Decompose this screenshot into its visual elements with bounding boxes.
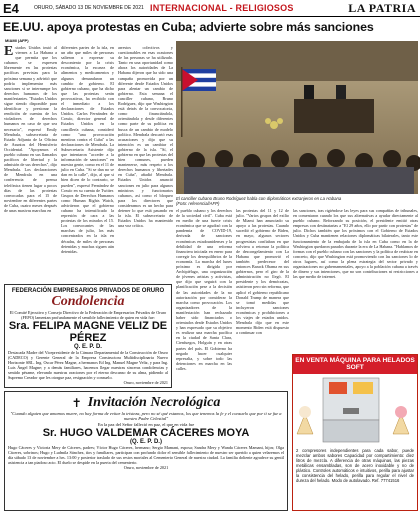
issue-date: ORURO, SÁBADO 13 DE NOVIEMBRE DE 2021 xyxy=(34,5,144,11)
dropcap: E xyxy=(4,44,14,59)
fed-org-name: FEDERACIÓN EMPRESARIOS PRIVADOS DE ORURO xyxy=(11,288,165,294)
photo-credit: (Foto: referencial/AFP) xyxy=(176,201,220,206)
qepd-label: Q. E. P. D. xyxy=(74,344,102,350)
article-column-5: las protestas del 11 y 12 de julio. "Varios grupos del exilio de Miami han anunciado su apoyo a las protestas. Cuando sucedió el gobierno de Biden, en mayo, algunos sectores progresistas confiaban en que volviera a retomar la política de descongelamiento con La Habana que promovió el también predecesor del entonces Barack Obama en sus gobiernos, pero el giro de la administración no llegó. El presidente y los demócratas, asistieron pero sin reforma, que aplicó el gobierno republicano Donald Trump de manera que se tomó medidas que incluyeron sanciones económicas y prohibiciones a los viajes de estados unidos. Mendrala dijo que en este momento Biden está dispuesto a continuar con xyxy=(236,208,289,336)
condolence-intro: El Comité Ejecutivo y Consejo Directivo de la Federación de Empresarios Privados de Oruro (FEPO) lamentan profundamente el sensible fallecimiento de quien en vida fue: xyxy=(9,310,167,320)
invitation-sub: En la paz del Señor falleció en paz, el que en vida fue xyxy=(97,421,195,427)
page-number: E4 xyxy=(3,1,19,16)
photo-caption: El canciller cubano Bruno Rodríguez habla con diplomáticos extranjeros en La Habana (Foto: referencial/AFP) xyxy=(176,196,342,206)
conference-scene-image xyxy=(176,41,418,194)
article-byline: MIAMI (AFP) xyxy=(5,38,29,43)
deceased-name: Sra. FELIPA MAGNE VELIZ DE PÉREZ xyxy=(8,320,168,344)
news-photo xyxy=(176,41,418,194)
article-column-4: el pueblo cubano y los derechos de la sociedad civil". Cuba está en medio de una fuerte crisis económica que se agudizó con la pandemia de COVID-19, derivada de sanciones económicas estadounidenses y la debilidad de una reforma financiera iniciada en enero para corregir los desequilibrios de la economía. La marcha del lunes próximo es dirigida por Archipiélago, una organización de jóvenes artistas y activistas, que dijo que seguirá con la planificación pese a la decisión de las autoridades de la no autorización por considerar la marcha como provocación. Los organizadores de la manifestación han rechazado haber sido financiados o orientados desde Estados Unidos y han expresado que su objetivo es realizar una marcha pacífica en la ciudad de Santa Clara, Cienfuegos, Holguín y en otras partes del país. El Gobierno ha negado hacer cualquier represalia, y sobre todo las detenciones en marcha en las calles. xyxy=(176,208,232,371)
section-title: INTERNACIONAL - RELIGIOSOS xyxy=(150,3,294,13)
cross-icon: ✝ xyxy=(71,396,82,410)
sale-heading: EN VENTA MÁQUINA PARA HELADOS SOFT xyxy=(293,355,417,374)
condolence-body: Destacada Madre del Vicepresidente de la Cámara Departamental de la Construcción de Oruro (CADECO) y Gerente General de la Empresa Constructora Multidisciplinaria Nuevo Horizonte SRL. Ing. Oscar Pérez Magne, a hermanos Ed Ing. Manuel Magne Veliz, y para Ing. Luis Ángel Magne; y a demás familiares, hacemos llegar nuestras sinceras condolencias y sentido pésame, elevando nuestras oraciones por el eterno descanso de su alma, pidiendo al Supremo Creador que les otorgue paz, resignación y consuelo. xyxy=(8,350,168,380)
condolence-ad xyxy=(4,284,172,388)
invitation-quote: "Cuando alguien que amamos muere, no hay forma de evitar la tristeza, pero no sé qué estamos, los que tenemos la fe y el consuelo que por ti se fue a nuestro Padre Celestial" xyxy=(10,411,282,422)
obituary-body: Hugo Cáceres y Victoria Mery de Cáceres, padres; Víctor Hugo Cáceres, hermano; Sergio Mamani, esposa; Sandra Mery y Wanda Cáceres Mamani, hijos; Olga Cáceres, sobrinos; Hugo y Ludmila Sánchez, tíos y familiares, participan con profundo dolor el sensible fallecimiento de nuestro ser querido a quien velaremos el día sábado 13 de noviembre a hrs. 13:00 y posterior traslado de sus restos mortales al Cementerio General de nuestra ciudad. La familia doliente agradece su gentil asistencia a tan piadoso acto. El duelo se despide en la puerta del cementerio. xyxy=(8,445,284,466)
article-column-6: las sanciones, tras rigiéndose las leyes para sus compañías de tribunales, en comentaron cuando los que sus alternativas a ayudar directamente al pueblo cubano. Reforzando su posición, el presidente emitió otras empresas con destinatarias a "El 29 años, ello por partir con protestas" de julio. Dichos también que los próximos con el Gobierno de Estados Unidos y Cuba mantienen relaciones diplomáticas bilaterales, tanto este funcionamiento de la embajada de la isla en Cuba como en la de Washington quedaron parados durante la era de La Habana. "Hablamos de formas con el pueblo cubano con las sanciones y la política de reubicar en concreto, dijo que Washington está promoviendo con las sanciones lo de otros lugares, así como la plena estrategia del sector privado y organizaciones no gubernamentales, apoyo a la población cubana a través de dinero y sus intenciones, que no son contribuciones ni restricciones a las que medio de internet. xyxy=(293,208,418,280)
soft-serve-machine-icon xyxy=(293,374,417,446)
article-headline: EE.UU. apoya protestas en Cuba; advierte sobre más sanciones xyxy=(3,20,374,34)
article-column-2: diferentes partes de la isla, en un año que miles de personas salieron a expresar su descontento por la crisis económica, la escasez de alimentos y medicamentos y algunos demandaron un cambio de gobierno. El gobierno cubano, que ha dicho que las protestas serán provocativas, ha recibido con el inmediato a los declaraciones de Estados Unidos. Carlos Fernández de Cossío, director general de Estados Unidos en la cancillería cubana, consideró como "una provocación mentiras contra el Cuba" a las declaraciones de Mendrala. La Subsecretaria Asistente dijo que intentaron "acceder a la información de sanciones" en nuestra gente, como en el 11 de julio en Cuba. "Si se dan no se dan en la calle", dijo, al que si bien dicen de lo contrario, se pueden", expresó Fernández de Cossío en su cuenta de Twitter. Grupos de Derechos Humanos como Human Rights Watch, advirtieron que el gobierno cubano ha intensificado la represión de cara a las protestas de los mirados el 15. Los convocantes de las marchas de julio, los más concentrados en la isla en décadas, de miles de personas detenidas y muchas siguen aún detenidas. xyxy=(61,45,114,254)
obituary-qepd: (Q. E. P. D.) xyxy=(130,439,162,446)
newspaper-brand: LA PATRIA xyxy=(348,1,416,15)
machine-sale-ad xyxy=(292,354,418,511)
article-column-3: arrestos colectivos y cuestionables en esas ocasiones de las personas se ha utilizado. Tanto en una oportunidad como ahora los autoridades de La Habana dijeron que ha sido una campaña promovida por un diferente desde Estados Unidos para alentar un cambio de gobierno. Esta semana el canciller cubano, Bruno Rodríguez, dijo que Washington está detrás de la convocatoria, como financiándola, orientándola y desde diferentes como parte de su política en busca de un cambio de modelo político. Mendrala descartó esas acusaciones y dijo que su intención es un cambiar el gobierno de la isla. "Sí, el gobierno en que las protestas del bien comunes, pueden mantenerse, más respeto a los derechos humanos y libertades en Cuba", añadió Mendrala. Estados Unidos anunció sanciones en julio para algunos ministros y funcionarios cubanos, así como el bloqueo para los directores que consideramos es un hecho para detener lo que está pasando en la isla. El subsecretario de Estados Unidos ha mantenido una voz crítica. xyxy=(118,45,173,229)
invitation-title: Invitación Necrológica xyxy=(87,395,221,410)
article-column-1: Estados Unidos instó al viernes a La Habana a que permita que los cubanos se expresen libremente en las protestas pacíficas previstas para la próxima semana y advirtió que podría implementar más sanciones si se interrumpe los derechos humanos de los manifestantes. "Estados Unidos sigue siendo disponible para identificar y presionar la rendición de cuentas de los violadores de derechos humanos en caso de que sea necesario", expresó Emily Mendrala, subsecretaria de Estado Adjunta de la Oficina de Asuntos del Hemisferio Occidental. "Apoyamos el pueblo cubano en sus llamados pacíficos de libertad y la admisión de sus derechos", dijo Mendrala. Los declaraciones de Mendrala en una conferencia de prensa telefónica tienen lugar a pocos días de las protestas convocadas para el 15 de noviembre en diferentes partes de Cuba, cuatro meses después de unas masivas marchas en xyxy=(4,44,57,213)
obituary-name: Sr. HUGO VALDEMAR CÁCERES MOYA xyxy=(42,427,250,440)
page-header xyxy=(0,0,420,17)
condolence-title: Condolencia xyxy=(51,294,125,309)
sale-description: 2 compresores independientes para cada sabor, puede mezclar ambos sabores Capacidad por compartimiento: diez litros de mezcla. A diferencia de otras máquinas, las piezas metálicas ensambladas, son de acero inoxidable y no de plástico. Controles automáticos e intuitivos, perilla para ajustar la consistencia del helado, perilla para regular el nivel de dureza del helado. Modo de autolavado. Ref. 77741516 xyxy=(296,447,414,483)
ice-cream-machine-image xyxy=(293,374,417,446)
condolence-sign: Oruro, noviembre de 2021 xyxy=(123,380,168,385)
obituary-invitation-ad xyxy=(4,391,288,511)
obituary-sign: Oruro, noviembre de 2021 xyxy=(123,465,169,471)
